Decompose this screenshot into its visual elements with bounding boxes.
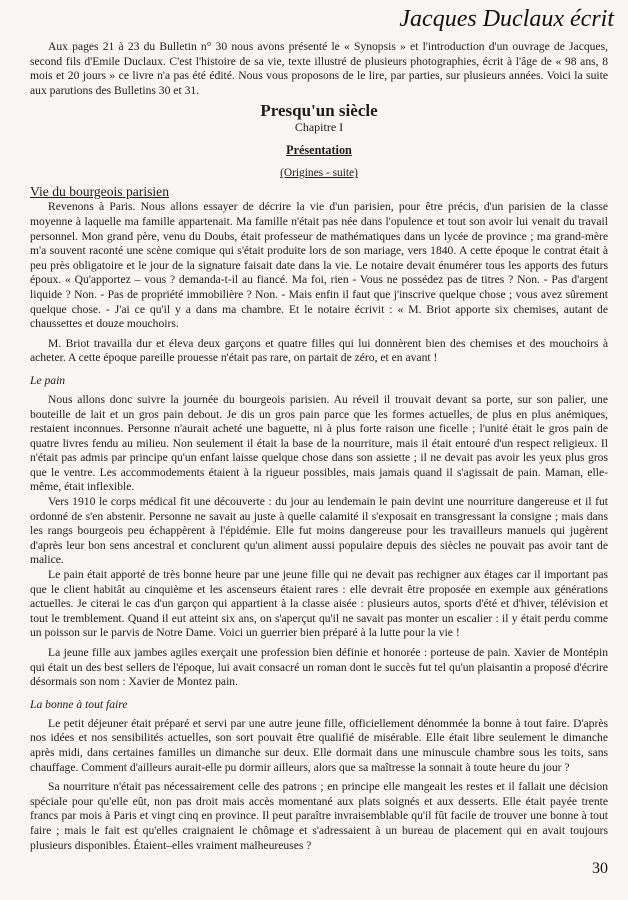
paragraph: Sa nourriture n'était pas nécessairement celle des patrons ; en principe elle mangeait les restes et il fallait une décision spéciale pour qu'elle eût, non pas droit mais accès momentané aux plats soignés et aux desserts. Elle était payée trente francs par mois à Paris et vingt cinq en province. Il peut paraître invraisemblable qu'il fût facile de trouver une bonne à tout faire ; mais le fait est qu'elles craignaient le chômage et s'adressaient à un bureau de placement qui en avait toujours plusieurs disponibles. Étaient–elles vraiment malheureuses ?: [30, 780, 608, 852]
paragraph: Le pain était apporté de très bonne heure par une jeune fille qui ne devait pas rechigner aux étages car il important pas que le client habitât au cinquième et les ascenseurs étaient rares : elle devrait être proposée en exemple aux générations actuelles. Je citerai le cas d'un garçon qui appartient à la classe aisée : plusieurs autos, sports d'été et d'hiver, télévision et tout le tremblement. Quand il eut atteint six ans, on s'aperçut qu'il ne savait pas monter un escalier : il y était perdu comme un poisson sur le parvis de Notre Dame. Voici un guerrier bien préparé à la lutte pour la vie !: [30, 568, 608, 640]
article-body: [30, 40, 608, 853]
intro-paragraph: Aux pages 21 à 23 du Bulletin n° 30 nous avons présenté le « Synopsis » et l'introduction d'un ouvrage de Jacques, second fils d'Emile Duclaux. C'est l'histoire de sa vie, texte illustré de plusieurs photographies, écrit à l'âge de « 98 ans, 8 mois et 20 jours » ce livre n'a pas été édité. Nous vous proposons de le lire, par parties, sur plusieurs années. Voici la suite aux parutions des Bulletins 30 et 31.: [30, 40, 608, 97]
heading-bonne: La bonne à tout faire: [30, 697, 128, 711]
paragraph: Vers 1910 le corps médical fit une découverte : du jour au lendemain le pain devint une nourriture dangereuse et il fut ordonné de s'en abstenir. Personne ne savait au juste à quelle calamité il s'exposait en transgressant la consigne ; mais dans les rangs bourgeois peu échappèrent à l'épidémie. Elle fut moins dangereuse pour les travailleurs manuels qui jugèrent d'après leur bon sens ancestral et conclurent qu'un aliment aussi populaire depuis des siècles ne pouvait pas avoir tant de malice.: [30, 495, 608, 567]
book-title: Presqu'un siècle: [260, 101, 378, 121]
chapter-label: Chapitre I: [294, 120, 344, 135]
paragraph: M. Briot travailla dur et éleva deux garçons et quatre filles qui lui donnèrent bien des chemises et des mouchoirs à acheter. A cette époque pareille prouesse n'était pas rare, on partait de zéro, et en avant !: [30, 336, 608, 365]
paragraph: La jeune fille aux jambes agiles exerçait une profession bien définie et honorée : porteuse de pain. Xavier de Montépin qui était un des best sellers de l'époque, lui avait consacré un roman dont le succès fut tel qu'un plaisantin a proposé d'écrire désormais son nom : Xavier de Montez pain.: [30, 646, 608, 689]
page-number: 30: [592, 860, 608, 877]
paragraph: Revenons à Paris. Nous allons essayer de décrire la vie d'un parisien, pour être précis, d'un parisien de la classe moyenne à laquelle ma famille appartenait. Ma famille n'était pas née dans l'opulence et tout son avoir lui venait du travail personnel. Mon grand père, venu du Doubs, était professeur de mathématiques dans un lycée de province ; ma grand-mère m'a souvent raconté une scène comique qui s'était produite lors de son mariage, vers 1840. A cette époque le contrat était à peu près obligatoire et le jour de la signature faisait date dans la vie. Le notaire devait énumérer tous les apports des futurs époux. « Qu'apportez – vous ? demanda-t-il au fiancé. Ma foi, rien - Vous ne possédez pas de titres ? Non. - Pas d'argent liquide ? Non. - Pas de propriété immobilière ? Non. - Mais enfin il faut que j'inscrive quelque chose ; vous avez sûrement quelque chose. - J'ai ce qu'il y a dans ma chambre. Et le notaire écrivit : « M. Briot apporte six chemises, autant de chaussettes et douze mouchoirs.: [30, 200, 608, 331]
running-header: Jacques Duclaux écrit: [399, 6, 614, 32]
section-heading: Présentation: [286, 143, 352, 158]
heading-bourgeois: Vie du bourgeois parisien: [30, 184, 169, 200]
subsection-heading: (Origines - suite): [280, 167, 358, 180]
paragraph: Nous allons donc suivre la journée du bourgeois parisien. Au réveil il trouvait devant sa porte, sur son palier, une bouteille de lait et un gros pain debout. Je dis un gros pain parce que les formes actuelles, de plus en plus anémiques, restaient inconnues. Personne n'aurait acheté une baguette, ni à plus forte raison une ficelle ; l'unité était le gros pain de quatre livres fendu au milieu. Non seulement il était la base de la nourriture, mais il était entouré d'un respect religieux. Il n'était pas admis par principe qu'un enfant laisse quelque chose dans son assiette ; il ne devait pas avoir les yeux plus gros que le ventre. Les accommodements étaient à la rigueur possibles, mais jamais quand il s'agissait de pain. Maman, elle-même, était inflexible.: [30, 392, 608, 494]
heading-pain: Le pain: [30, 373, 66, 387]
paragraph: Le petit déjeuner était préparé et servi par une autre jeune fille, officiellement dénommée la bonne à tout faire. D'après nos idées et nos sensibilités actuelles, son sort pouvait être qualifié de misérable. Elle était libre seulement le dimanche après midi, dans certaines familles un dimanche sur deux. Elle dormait dans une minuscule chambre sous les toits, sans chauffage. Comment d'ailleurs aurait-elle pu dormir ailleurs, alors que sa maîtresse la sonnait à toute heure du jour ?: [30, 716, 608, 774]
